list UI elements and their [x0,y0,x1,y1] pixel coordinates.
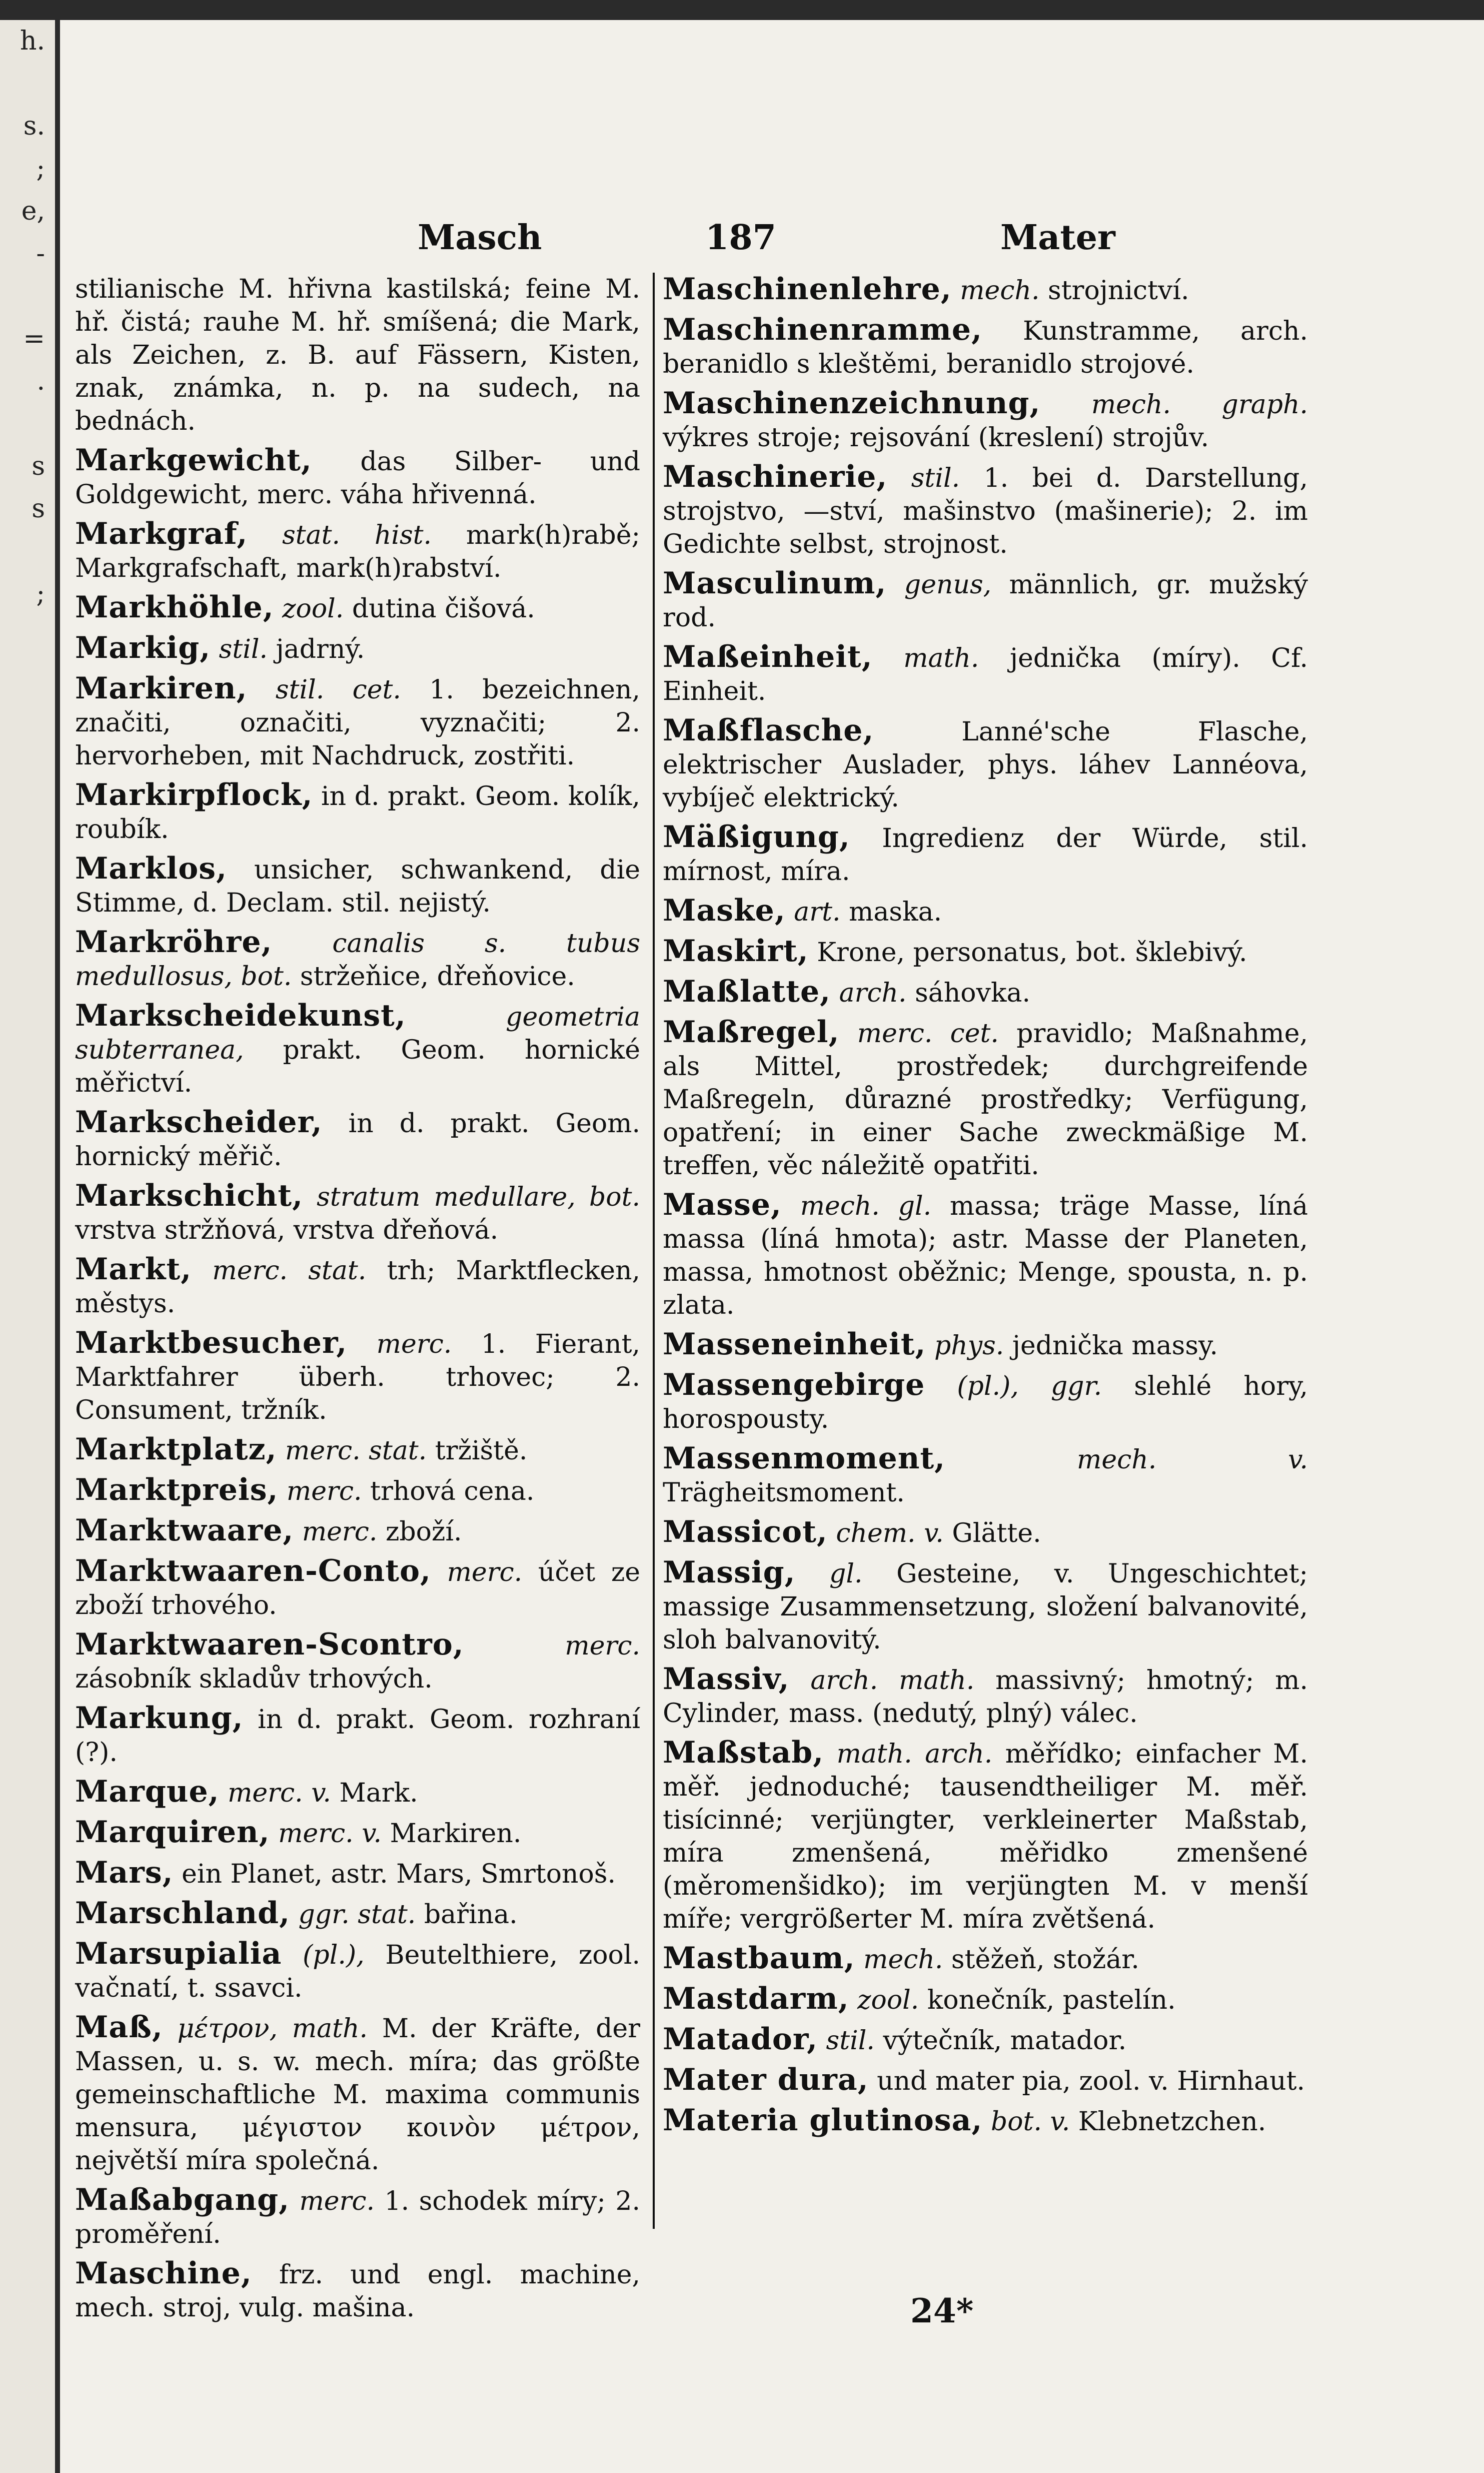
headword: Maschinenramme, [663,312,982,347]
margin-fragment [0,530,55,573]
dictionary-entry [75,1775,640,1810]
definition-text: Krone, personatus, bot. šklebivý. [817,938,1247,968]
definition-text: jednička (míry). Cf. Einheit. [663,643,1308,706]
definition-text: trhová cena. [370,1476,535,1506]
headword: Masseneinheit, [663,1327,926,1362]
definition-text: 1. bei d. Darstellung, strojstvo, —ství, mašinstvo (mašinerie); 2. im Gedichte selbst, strojnost. [663,463,1308,559]
headword: Massenmoment, [663,1441,946,1476]
margin-fragment [0,403,55,445]
definition-text: massivný; hmotný; m. Cylinder, mass. (nedutý, plný) válec. [663,1666,1308,1729]
headword: Marktbesucher, [75,1325,348,1360]
grammar-tag: stil. [219,634,268,664]
dictionary-entry [75,1473,640,1508]
grammar-tag: merc. stat. [212,1256,367,1286]
dictionary-entry [663,1556,1308,1657]
dictionary-entry [663,460,1308,561]
margin-fragment [0,743,55,785]
grammar-tag: ggr. stat. [298,1900,416,1930]
grammar-tag: mech. [960,276,1040,306]
grammar-tag: merc. v. [278,1819,382,1849]
headword: Maßeinheit, [663,639,873,674]
headword: Markig, [75,630,211,665]
definition-text: ein Planet, astr. Mars, Smrtonoš. [182,1859,616,1889]
grammar-tag: stratum medullare, bot. [317,1182,641,1212]
headword: Marktpreis, [75,1472,279,1507]
definition-text: mark(h)rabě; Markgrafschaft, mark(h)rabství. [75,520,640,583]
dictionary-entry [75,631,640,666]
grammar-tag: (pl.), ggr. [957,1371,1102,1401]
headword: Markgewicht, [75,443,312,478]
dictionary-entry [75,672,640,772]
grammar-tag: mech. [863,1945,943,1975]
dictionary-entry [75,999,640,1100]
definition-text: stěžeň, stožár. [951,1945,1139,1975]
dictionary-entry [75,1106,640,1173]
headword: Maß, [75,2010,163,2045]
dictionary-entry [75,2183,640,2251]
headword: Marklos, [75,851,227,886]
grammar-tag: geometria subterranea, [75,1002,640,1065]
margin-fragment [0,658,55,700]
definition-text: sáhovka. [915,978,1031,1008]
definition-text: unsicher, schwankend, die Stimme, d. Declam. stil. nejistý. [75,855,640,918]
headword: Marktwaaren-Conto, [75,1553,431,1588]
headword: Markirpflock, [75,777,313,812]
headword: Maßlatte, [663,974,831,1009]
dictionary-entry [663,1942,1308,1976]
definition-text: männlich, gr. mužský rod. [663,570,1308,633]
dictionary-entry [75,926,640,993]
headword: Maske, [663,893,786,928]
margin-fragment [0,700,55,743]
grammar-tag: math. arch. [836,1739,993,1769]
headword: Mastdarm, [663,1981,849,2016]
grammar-tag: genus, [904,570,992,600]
definition-text: massa; träge Masse, líná massa (líná hmota); astr. Masse der Planeten, massa, hmotnost oběžnic; Menge, spousta, n. p. zlata. [663,1191,1308,1320]
grammar-tag: gl. [829,1559,863,1589]
margin-fragment: ; [36,154,45,184]
dictionary-entry [663,1188,1308,1322]
grammar-tag: stat. hist. [282,520,432,550]
definition-text: účet ze zboží trhového. [75,1557,640,1620]
dictionary-entry [75,778,640,846]
definition-text: výkres stroje; rejsování (kreslení) strojův. [663,423,1209,453]
definition-text: Ingredienz der Würde, stil. mírnost, míra. [663,823,1308,887]
headword: Materia glutinosa, [663,2103,983,2138]
grammar-tag: merc. [447,1557,523,1587]
dictionary-entry [663,1442,1308,1509]
headword: Mastbaum, [663,1941,855,1976]
headword: Maschinerie, [663,459,888,494]
dictionary-entry [663,313,1308,381]
grammar-tag: merc. [565,1631,640,1661]
grammar-tag: chem. v. [836,1518,944,1548]
headword: Massig, [663,1555,796,1590]
grammar-tag: merc. [302,1517,378,1547]
definition-text: und mater pia, zool. v. Hirnhaut. [877,2066,1305,2096]
margin-fragment: . [37,366,45,396]
previous-page-margin [0,20,55,2473]
dictionary-entry [663,975,1308,1010]
headword: Markschicht, [75,1178,303,1213]
dictionary-entry [663,820,1308,888]
grammar-tag: (pl.), [303,1940,365,1970]
definition-text: Gesteine, v. Ungeschichtet; massige Zusammensetzung, složení balvanovité, sloh balvanovitý. [663,1559,1308,1655]
definition-text: Klebnetzchen. [1078,2107,1266,2137]
definition-text: jednička massy. [1012,1331,1218,1361]
headword: Mäßigung, [663,819,850,855]
definition-text: výtečník, matador. [883,2026,1127,2056]
grammar-tag: merc. cet. [857,1019,999,1049]
definition-text: Beutelthiere, zool. vačnatí, t. ssavci. [75,1940,641,2003]
definition-text: tržiště. [435,1436,528,1466]
definition-text: Trägheitsmoment. [663,1478,905,1508]
header-left-guide-word: Masch [418,218,542,258]
grammar-tag: merc. [376,1329,452,1359]
headword: Marschland, [75,1896,290,1931]
margin-fragment [0,63,55,105]
right-column [663,273,1308,2144]
headword: Mater dura, [663,2062,869,2097]
margin-fragment [0,785,55,828]
grammar-tag: zool. [282,594,344,624]
dictionary-entry [663,714,1308,814]
headword: Marsupialia [75,1936,282,1971]
definition-text: vrstva stržňová, vrstva dřeňová. [75,1215,499,1245]
headword: Markiren, [75,671,248,706]
definition-text: 1. schodek míry; 2. proměření. [75,2186,641,2249]
definition-text: maska. [849,897,942,927]
headword: Maschinenlehre, [663,272,952,307]
dictionary-entry [663,1368,1308,1436]
definition-text: Lanné'sche Flasche, elektrischer Auslader, phys. láhev Lannéova, vybíječ elektrický. [663,717,1308,813]
dictionary-entry [75,1326,640,1427]
margin-fragment: e, [21,196,45,226]
definition-text: Glätte. [952,1518,1041,1548]
margin-fragment: s. [23,111,45,141]
definition-text: 1. Fierant, Marktfahrer überh. trhovec; 2. Consument, tržník. [75,1329,641,1425]
dictionary-entry [75,591,640,625]
dictionary-entry [663,567,1308,634]
headword: Markscheidekunst, [75,998,406,1033]
headword: Markgraf, [75,516,248,551]
definition-text: dutina čišová. [352,594,535,624]
definition-text: das Silber- und Goldgewicht, merc. váha hřivenná. [75,447,640,510]
headword: Massengebirge [663,1367,925,1402]
dictionary-entry [663,1982,1308,2017]
dictionary-entry [75,1856,640,1891]
definition-text: jadrný. [276,634,365,664]
headword: Maßabgang, [75,2182,290,2217]
definition-text: strojnictví. [1048,276,1189,306]
dictionary-entry [75,1937,640,2005]
running-header [60,218,1484,258]
definition-text: M. der Kräfte, der Massen, u. s. w. mech. míra; das größte gemeinschaftliche M. maxima communis mensura, μέγιστον κοινὸν μέτρον, největší míra společná. [75,2014,640,2176]
headword: Marque, [75,1774,220,1809]
grammar-tag: stil. [826,2026,875,2056]
margin-fragment: ; [36,579,45,609]
grammar-tag: arch. [839,978,907,1008]
dictionary-page [60,20,1484,2473]
header-right-guide-word: Mater [1000,218,1115,258]
headword: Maschinenzeichnung, [663,386,1041,421]
grammar-tag: mech. graph. [1091,390,1308,420]
grammar-tag: merc. [286,1476,362,1506]
grammar-tag: μέτρον, math. [177,2014,368,2044]
margin-fragment: s [32,494,45,524]
dictionary-entry [663,1016,1308,1182]
headword: Marquiren, [75,1815,270,1850]
headword: Marktwaare, [75,1513,294,1548]
headword: Maskirt, [663,934,809,969]
headword: Markröhre, [75,925,273,960]
headword: Markung, [75,1701,244,1736]
definition-text: Markiren. [390,1819,522,1849]
headword: Maschine, [75,2256,252,2291]
headword: Massiv, [663,1662,790,1697]
definition-text: stržeňice, dřeňovice. [300,962,575,992]
grammar-tag: merc. [299,2186,375,2216]
grammar-tag: merc. v. [228,1778,331,1808]
dictionary-entry [75,273,640,438]
dictionary-entry [663,273,1308,307]
headword: Masse, [663,1187,782,1222]
dictionary-entry [75,1253,640,1320]
definition-text: bařina. [424,1900,518,1930]
definition-text: pravidlo; Maßnahme, als Mittel, prostředek; durchgreifende Maßregeln, důrazné prostředky; Verfügung, opatření; in einer Sache zweckmäßige M. treffen, věc náležitě opatřiti. [663,1019,1308,1181]
dictionary-entry [663,640,1308,708]
grammar-tag: mech. v. [1077,1445,1308,1475]
headword: Markhöhle, [75,590,274,625]
definition-text: zásobník skladův trhových. [75,1664,433,1694]
dictionary-entry [663,2063,1308,2098]
dictionary-entry [75,1554,640,1622]
definition-text: slehlé hory, horospousty. [663,1371,1308,1434]
grammar-tag: phys. [934,1331,1004,1361]
grammar-tag: canalis s. tubus medullosus, bot. [75,929,641,992]
headword: Maßregel, [663,1015,840,1050]
grammar-tag: math. [903,643,979,673]
definition-text: in d. prakt. Geom. rozhraní (?). [75,1705,641,1768]
definition-text: trh; Marktflecken, městys. [75,1256,641,1319]
signature-mark: 24* [910,2291,974,2330]
dictionary-entry [75,1433,640,1467]
grammar-tag: art. [794,897,841,927]
headword: Maßflasche, [663,713,874,748]
margin-fragment [0,615,55,658]
definition-text: 1. bezeichnen, značiti, označiti, vyznačiti; 2. hervorheben, mit Nachdruck, zostřiti. [75,675,641,771]
definition-text: prakt. Geom. hornické měřictví. [75,1035,640,1098]
definition-text: zboží. [385,1517,462,1547]
dictionary-entry [75,1702,640,1769]
headword: Maßstab, [663,1735,824,1770]
dictionary-entry [663,1736,1308,1936]
dictionary-entry [75,1816,640,1850]
definition-text: konečník, pastelín. [927,1985,1176,2015]
page-number: 187 [705,218,776,258]
definition-text: in d. prakt. Geom. hornický měřič. [75,1109,640,1172]
margin-fragment: h. [20,26,45,56]
headword: Masculinum, [663,566,887,601]
grammar-tag: merc. stat. [285,1436,427,1466]
column-divider [653,273,655,2229]
grammar-tag: stil. [911,463,960,493]
headword: Matador, [663,2022,818,2057]
definition-text: měřídko; einfacher M. měř. jednoduché; tausendtheiliger M. měř. tisícinné; verjüngter, verkleinerter Maßstab, míra zmenšená, měřidko zmenšené (měromenšidko); im verjüngten M. v menší míře; vergrößerter M. míra zvětšená. [663,1739,1308,1934]
grammar-tag: bot. v. [990,2107,1070,2137]
dictionary-entry [75,1897,640,1931]
grammar-tag: stil. cet. [275,675,401,705]
dictionary-entry [75,2257,640,2324]
definition-text: stilianische M. hřivna kastilská; feine M. hř. čistá; rauhe M. hř. smíšená; die Mark, als Zeichen, z. B. auf Fässern, Kisten, znak, známka, n. p. na sudech, na bednách. [75,274,640,436]
dictionary-entry [75,1179,640,1247]
definition-text: in d. prakt. Geom. kolík, roubík. [75,781,640,845]
headword: Markt, [75,1252,192,1287]
headword: Marktwaaren-Scontro, [75,1627,464,1662]
definition-text: Mark. [339,1778,418,1808]
dictionary-entry [663,387,1308,454]
dictionary-entry [663,1663,1308,1730]
dictionary-entry [663,2023,1308,2057]
margin-fragment: = [23,324,45,354]
grammar-tag: arch. math. [810,1666,975,1696]
left-column [75,273,640,2330]
dictionary-entry [75,852,640,920]
definition-text: frz. und engl. machine, mech. stroj, vulg. mašina. [75,2260,640,2323]
definition-text: Kunstramme, arch. beranidlo s kleštěmi, beranidlo strojové. [663,316,1308,379]
dictionary-entry [75,517,640,585]
dictionary-entry [663,894,1308,929]
grammar-tag: mech. gl. [800,1191,932,1221]
headword: Marktplatz, [75,1432,277,1467]
headword: Massicot, [663,1514,828,1549]
dictionary-entry [75,2011,640,2177]
grammar-tag: zool. [857,1985,919,2015]
dictionary-entry [663,935,1308,969]
dictionary-entry [75,1514,640,1548]
headword: Mars, [75,1855,174,1890]
dictionary-entry [75,1628,640,1696]
margin-fragment [0,275,55,318]
headword: Markscheider, [75,1105,323,1140]
dictionary-entry [663,1328,1308,1362]
dictionary-entry [75,444,640,511]
dictionary-entry [663,2104,1308,2138]
dictionary-entry [663,1515,1308,1550]
margin-fragment: s [32,451,45,481]
margin-fragment: - [36,239,45,269]
